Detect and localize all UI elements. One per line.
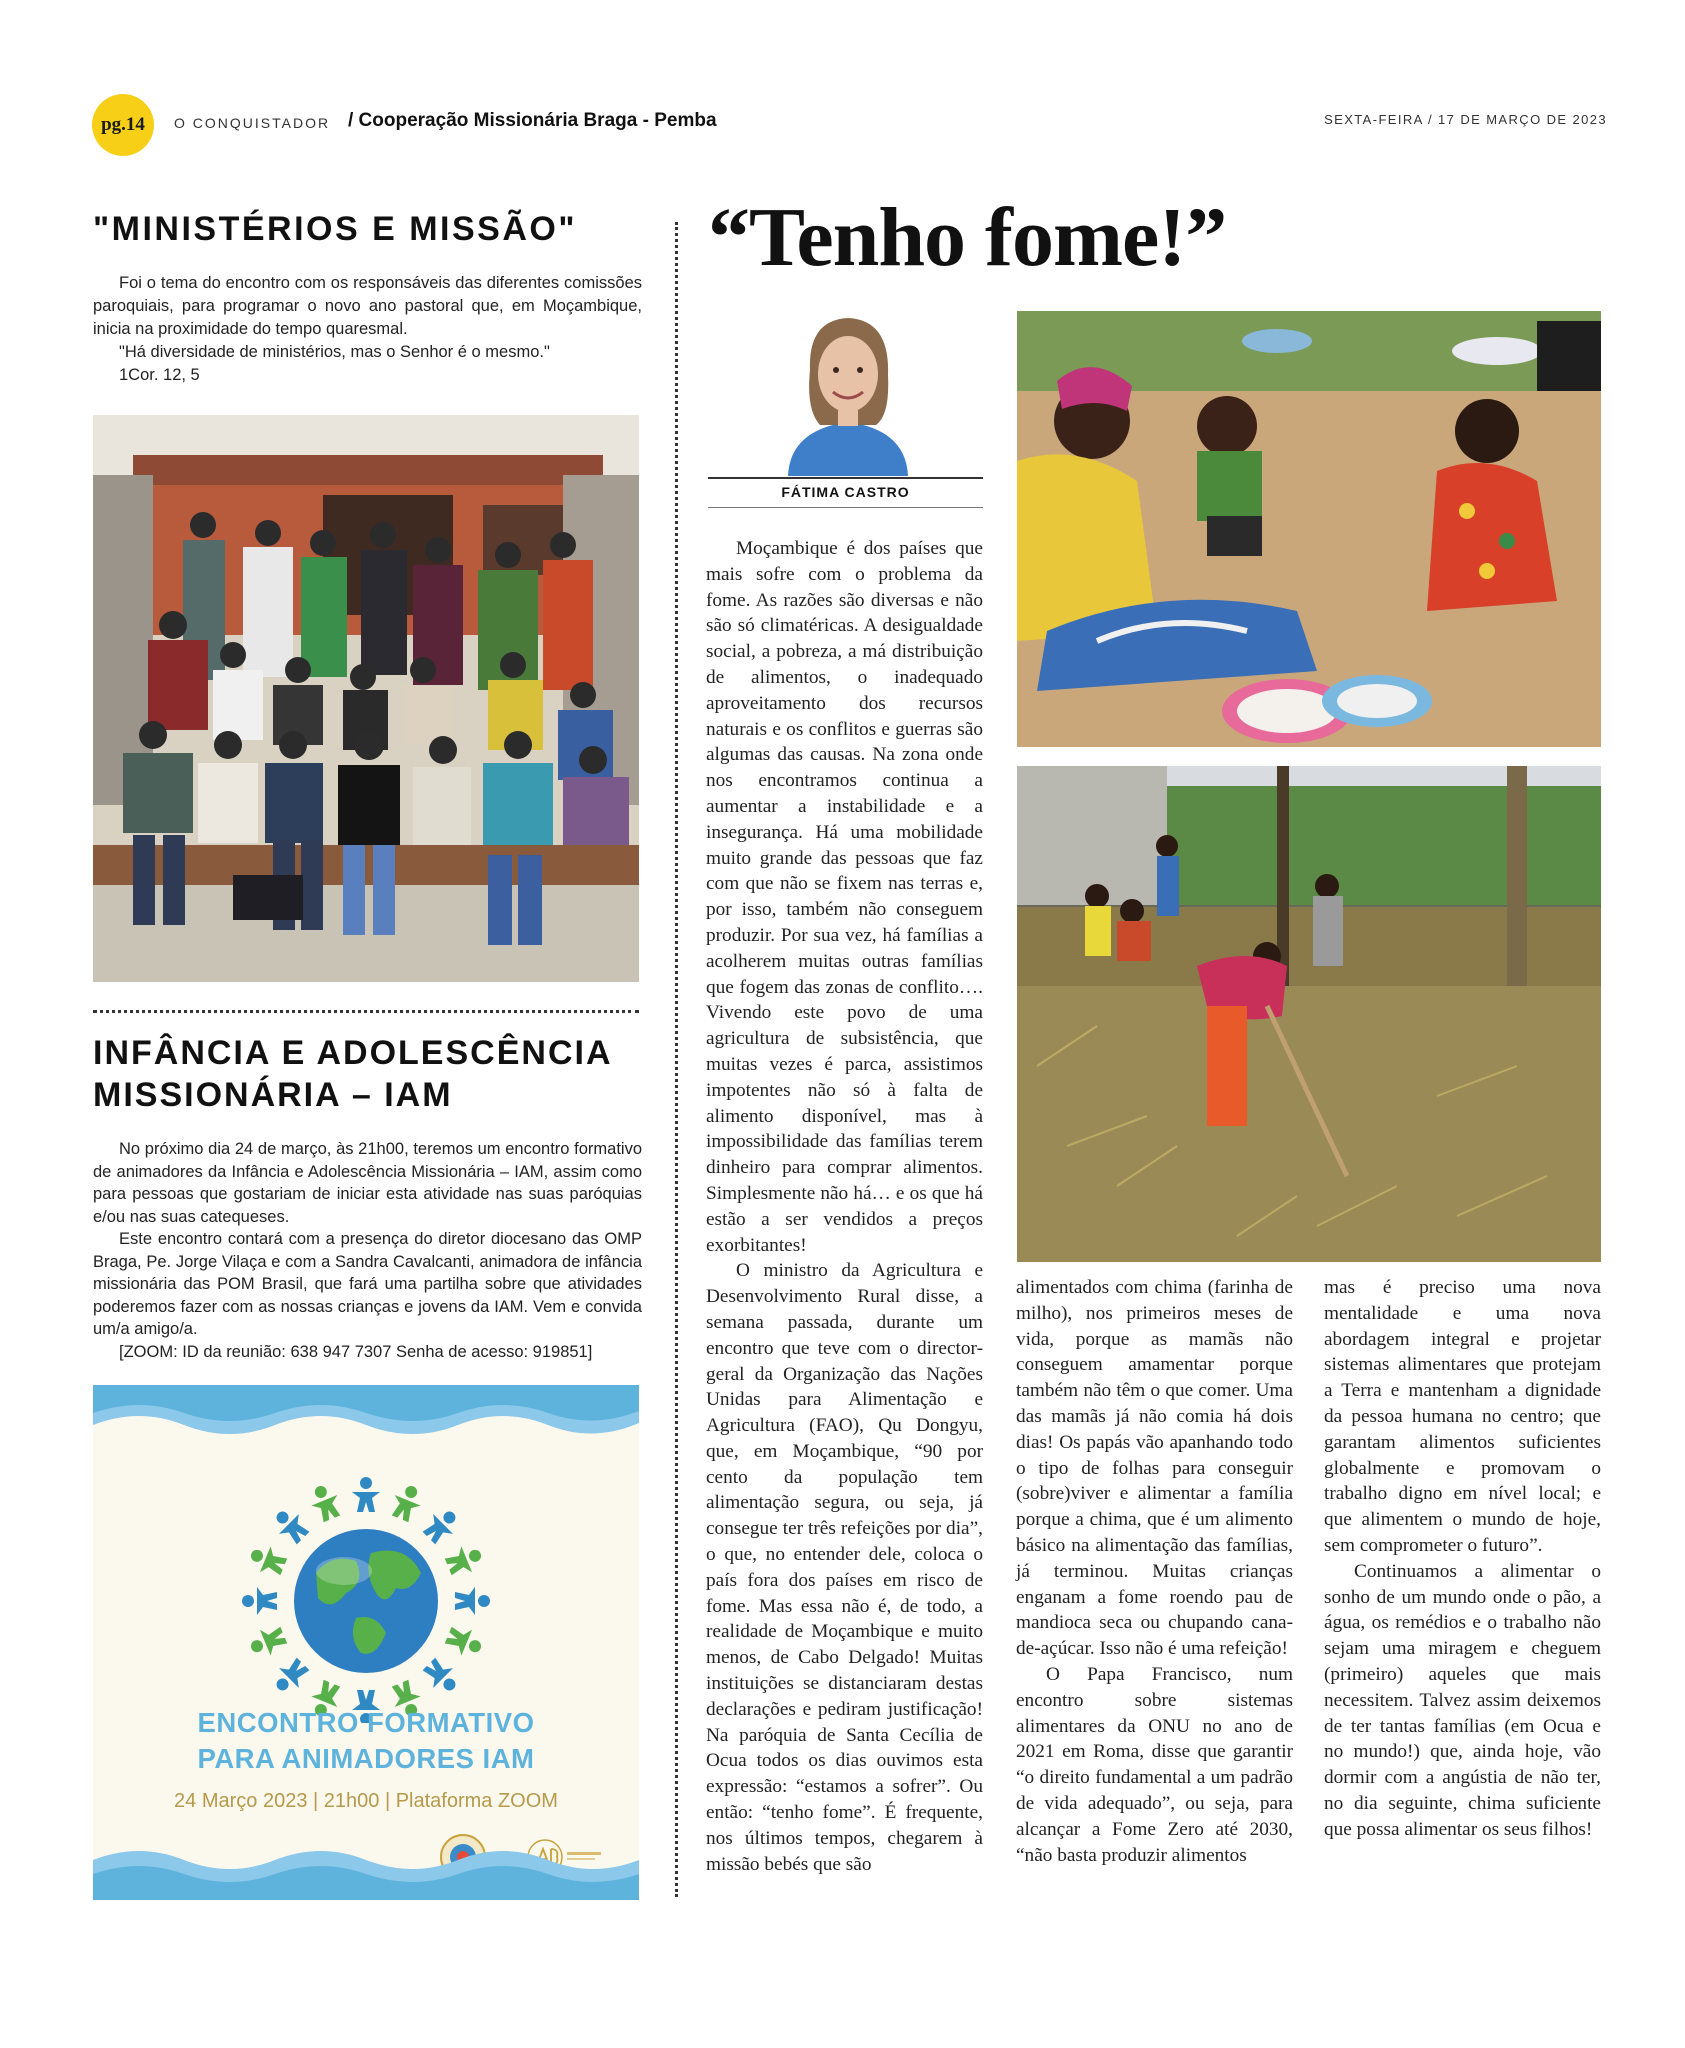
poster-title-line1: ENCONTRO FORMATIVO [197, 1707, 535, 1738]
globe-children-logo-icon [236, 1473, 496, 1723]
iam-headline-line1: INFÂNCIA E ADOLESCÊNCIA [93, 1034, 613, 1072]
child-figure [443, 1541, 486, 1580]
author-photo [758, 300, 938, 476]
section-title: / Cooperação Missionária Braga - Pemba [348, 110, 717, 131]
bible-quote: "Há diversidade de ministérios, mas o Senhor é o mesmo." [119, 343, 550, 361]
poster-bottom-wave [93, 1830, 639, 1900]
iam-paragraph-1: No próximo dia 24 de março, às 21h00, teremos um encontro formativo de animadores da Infância e Adolescência Missionária – IAM, assim como para pessoas que gostariam de iniciar esta atividade nas suas paróquias e/ou nas suas catequeses. [93, 1140, 642, 1226]
iam-headline-line2: MISSIONÁRIA – IAM [93, 1076, 453, 1114]
iam-body [93, 1138, 642, 1363]
iam-paragraph-2: Este encontro contará com a presença do diretor diocesano das OMP Braga, Pe. Jorge Vilaça e com a Sandra Cavalcanti, animadora de infância missionária das POM Brasil, que fará uma partilha sobre que atividades poderemos fazer com as nossas crianças e jovens da IAM. Vem e convida um/a amigo/a. [93, 1230, 642, 1338]
group-photo [93, 415, 639, 982]
child-figure [268, 1654, 313, 1699]
article-headline: “Tenho fome!” [708, 191, 1227, 284]
issue-date: SEXTA-FEIRA / 17 DE MARÇO DE 2023 [1324, 112, 1607, 127]
bible-reference: 1Cor. 12, 5 [119, 366, 200, 384]
ministerios-body [93, 272, 642, 387]
child-figure [387, 1481, 426, 1524]
child-figure [268, 1503, 313, 1548]
child-figure [246, 1622, 289, 1661]
article-paragraph: mas é preciso uma nova mentalidade e uma nova abordagem integral e projetar sistemas alimentares que protejam a Terra e mantenham a dignidade da pessoa humana no centro; que garantam alimentos suficientes globalmente e promovam o trabalho digno em nível local; e que alimentem o mundo de hoje, sem comprometer o futuro”. [1324, 1277, 1601, 1556]
field-work-image [1017, 766, 1601, 1262]
child-figure [419, 1503, 464, 1548]
poster-top-wave [93, 1385, 639, 1445]
event-poster [93, 1385, 639, 1900]
child-figure [352, 1477, 380, 1512]
mothers-children-image [1017, 311, 1601, 747]
article-column-1 [706, 536, 983, 1877]
zoom-details: [ZOOM: ID da reunião: 638 947 7307 Senha de acesso: 919851] [119, 1342, 593, 1361]
ministerios-headline: "MINISTÉRIOS E MISSÃO" [93, 210, 577, 248]
section-divider [93, 1010, 639, 1013]
child-figure [306, 1481, 345, 1524]
child-figure [419, 1654, 464, 1699]
child-figure [242, 1587, 277, 1615]
article-paragraph: Continuamos a alimentar o sonho de um mundo onde o pão, a água, os remédios e o trabalho não sejam uma miragem e cheguem (primeiro) aqueles que mais necessitem. Talvez assim deixemos de ter tantas famílias (em Ocua e no mundo!) que, ainda hoje, vão dormir com a angústia de não ter, no dia seguinte, chima suficiente que possa alimentar os seus filhos! [1324, 1560, 1601, 1840]
article-paragraph: O ministro da Agricultura e Desenvolvimento Rural disse, a semana passada, durante um encontro que teve com o director-geral da Organização das Nações Unidas para Alimentação e Agricultura (FAO), Qu Dongyu, que, em Moçambique, “90 por cento da população tem alimentação segura, ou seja, já consegue ter três refeições por dia”, o que, no entender dele, coloca o país fora dos países em risco de fome. Mas essa não é, de todo, a realidade de Moçambique e muito menos, de Cabo Delgado! Muitas instituições se distanciaram destas declarações e pediram justificação! Na paróquia de Santa Cecília de Ocua todos os dias ouvimos esta expressão: “estamos a sofrer”. Ou então: “tenho fome”. É frequente, nos últimos tempos, chegarem à missão bebés que são [706, 1260, 983, 1875]
child-figure [455, 1587, 490, 1615]
poster-date: 24 Março 2023 | 21h00 | Plataforma ZOOM [174, 1790, 558, 1812]
photo-mothers-children [1017, 311, 1601, 747]
author-rule [708, 477, 983, 479]
iam-headline [93, 1032, 653, 1116]
poster-title-line2: PARA ANIMADORES IAM [197, 1743, 535, 1774]
article-paragraph: O Papa Francisco, num encontro sobre sistemas alimentares da ONU no ano de 2021 em Roma, disse que garantir “o direito fundamental a um padrão de vida adequado”, ou seja, para alcançar a Fome Zero até 2030, “não basta produzir alimentos [1016, 1663, 1293, 1866]
author-byline: FÁTIMA CASTRO [781, 484, 910, 500]
author-rule-bottom [708, 507, 983, 508]
child-figure [443, 1622, 486, 1661]
article-paragraph: alimentados com chima (farinha de milho), nos primeiros meses de vida, porque as mamãs não conseguem amamentar porque também não têm o que comer. Uma das mamãs já não comia há dois dias! Os papás vão apanhando todo o tipo de folhas para conseguir (sobre)viver e alimentar a família porque a chima, que é um alimento básico na alimentação das famílias, já terminou. Muitas crianças enganam a fome roendo pau de mandioca seca ou chupando cana-de-açúcar. Isso não é uma refeição! [1016, 1277, 1293, 1660]
article-column-2 [1016, 1275, 1293, 1868]
child-figure [246, 1541, 289, 1580]
page-number-badge: pg.14 [92, 94, 154, 156]
ministerios-paragraph: Foi o tema do encontro com os responsáveis das diferentes comissões paroquiais, para programar o novo ano pastoral que, em Moçambique, inicia na proximidade do tempo quaresmal. [93, 274, 642, 338]
article-paragraph: Moçambique é dos países que mais sofre com o problema da fome. As razões são diversas e não são só climatéricas. A desigualdade social, a pobreza, a má distribuição de alimentos, o inadequado aproveitamento dos recursos naturais e os conflitos e guerras são algumas das causas. Na zona onde nos encontramos continua a aumentar a instabilidade e a insegurança. Há uma mobilidade muito grande das pessoas que faz com que não se fixem nas terras e, por isso, também não conseguem produzir. Por sua vez, há famílias a acolherem muitas outras famílias que fogem das zonas de conflito…. Vivendo este povo de uma agricultura de subsistência, que muitas vezes é parca, assistimos impotentes não só à falta de alimento disponível, mas à impossibilidade das famílias terem dinheiro para comprar alimentos. Simplesmente não há… e os que há estão a ser vendidos a preços exorbitantes! [706, 538, 983, 1256]
poster-title [93, 1705, 639, 1777]
group-photo-image [93, 415, 639, 982]
page-header [92, 94, 1607, 154]
photo-field-work [1017, 766, 1601, 1262]
column-divider [675, 222, 678, 1897]
article-column-3 [1324, 1275, 1601, 1843]
publication-name: O CONQUISTADOR [174, 115, 331, 131]
